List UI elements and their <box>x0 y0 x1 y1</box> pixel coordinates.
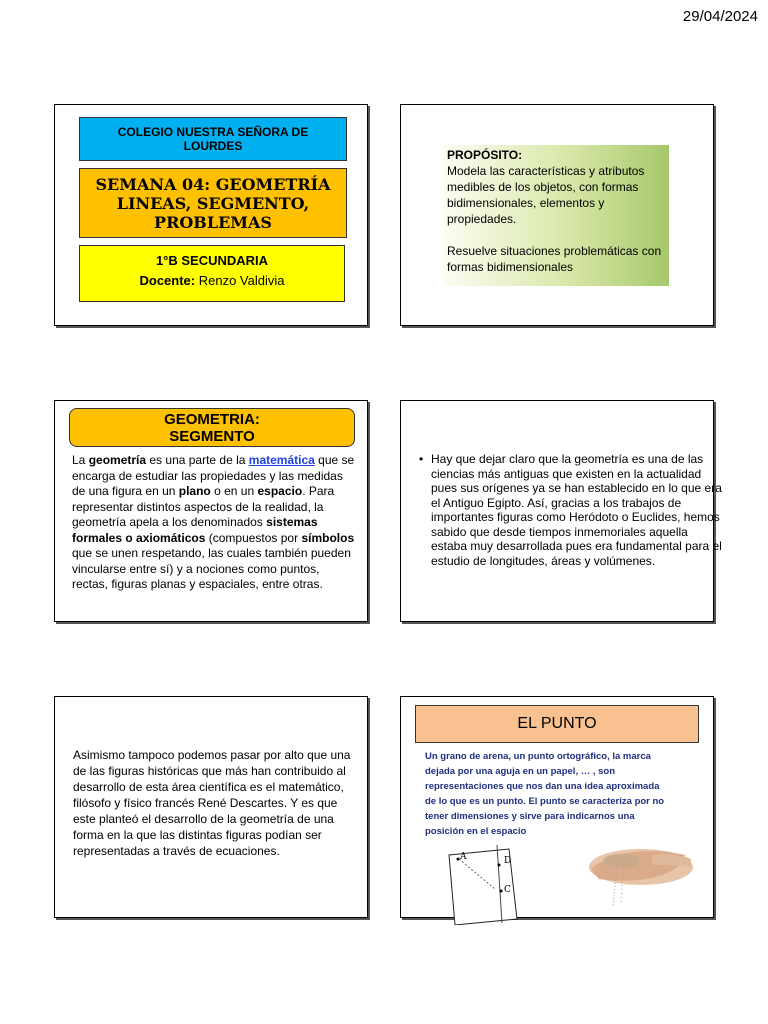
teacher-label: Docente: <box>139 273 196 288</box>
term-simbolos: símbolos <box>301 530 355 545</box>
slide-5 <box>54 696 368 918</box>
geometry-paragraph <box>72 453 357 593</box>
text-run: La <box>72 453 89 467</box>
grade-teacher-box <box>79 245 345 302</box>
geometry-title-line-1: GEOMETRIA: <box>164 411 260 428</box>
teacher-line <box>80 271 344 291</box>
slide-4 <box>400 400 722 622</box>
label-a: A <box>460 852 467 862</box>
document-date: 29/04/2024 <box>682 8 758 25</box>
term-geometria: geometría <box>88 453 147 467</box>
term-sistemas: sistemas formales o axiomáticos <box>72 515 318 545</box>
week-title-box: SEMANA 04: GEOMETRÍA LINEAS, SEGMENTO, PROBLEMAS <box>79 168 347 238</box>
sand-hand-image <box>581 825 695 907</box>
term-plano: plano <box>178 484 211 498</box>
text-run: o en un <box>210 484 258 498</box>
matematica-link[interactable]: matemática <box>248 453 315 467</box>
slide-3 <box>54 400 368 622</box>
history-paragraph <box>419 452 723 568</box>
text-run: que se encarga de estudiar las propiedades y las medidas de una figura en un <box>72 453 355 498</box>
text-run: es una parte de la <box>146 453 249 467</box>
geometry-title-line-2: SEGMENTO <box>169 428 255 445</box>
slide-2 <box>400 104 714 326</box>
teacher-name: Renzo Valdivia <box>198 273 285 288</box>
purpose-text-1: Modela las características y atributos medibles de los objetos, con formas bidimensionales, elementos y propiedades. <box>447 164 645 226</box>
sand-hand-svg <box>581 825 695 907</box>
geometry-title-box <box>69 408 355 447</box>
slide-6 <box>400 696 714 918</box>
text-run: (compuestos por <box>205 530 302 545</box>
point-diagram-svg <box>447 845 522 925</box>
point-diagram <box>447 845 522 925</box>
grade-label: 1°B SECUNDARIA <box>155 253 269 268</box>
el-punto-text: Un grano de arena, un punto ortográfico, la marca dejada por una aguja en un papel, … , son representaciones que nos dan una idea aproximada de lo que es un punto. El punto se caracteriza por no tener dimensiones y sirve para indicarnos una posición en el espacio <box>425 751 665 837</box>
purpose-text-2: Resuelve situaciones problemáticas con formas bidimensionales <box>447 244 662 274</box>
label-c: C <box>504 885 511 895</box>
history-text: Hay que dejar claro que la geometría es una de las ciencias más antiguas que existen en la actualidad pues sus orígenes ya se han establecido en lo que era el Antiguo Egipto. Así, gracias a los trabajos de importantes figuras como Heródoto o Euclides, hemos sabido que desde tiempos inmemoriales aquella estaba muy desarrollada pues era fundamental para el estudio de longitudes, áreas y volúmenes. <box>431 452 722 568</box>
bullet-marker: • <box>419 452 424 466</box>
text-run: . Para representar distintos aspectos de la realidad, la geometría apela a los denominados <box>72 484 335 529</box>
el-punto-title: EL PUNTO <box>415 705 699 743</box>
slide-1 <box>54 104 368 326</box>
purpose-box <box>443 145 669 286</box>
descartes-paragraph: Asimismo tampoco podemos pasar por alto que una de las figuras históricas que más han contribuido al desarrollo de esta área científica es el matemático, filósofo y físico francés René Descartes. Y es que este planteó el desarrollo de la geometría de una forma en la que las distintas figuras podían ser representadas a través de ecuaciones. <box>73 748 351 858</box>
text-run: que se unen respetando, las cuales también pueden vincularse entre sí) y a nociones como puntos, rectas, figuras planas y espaciales, entre otras. <box>72 546 351 591</box>
school-name-box: COLEGIO NUESTRA SEÑORA DE LOURDES <box>79 117 347 161</box>
term-espacio: espacio <box>257 484 303 498</box>
purpose-label: PROPÓSITO: <box>447 148 523 162</box>
label-d: D <box>504 856 512 866</box>
